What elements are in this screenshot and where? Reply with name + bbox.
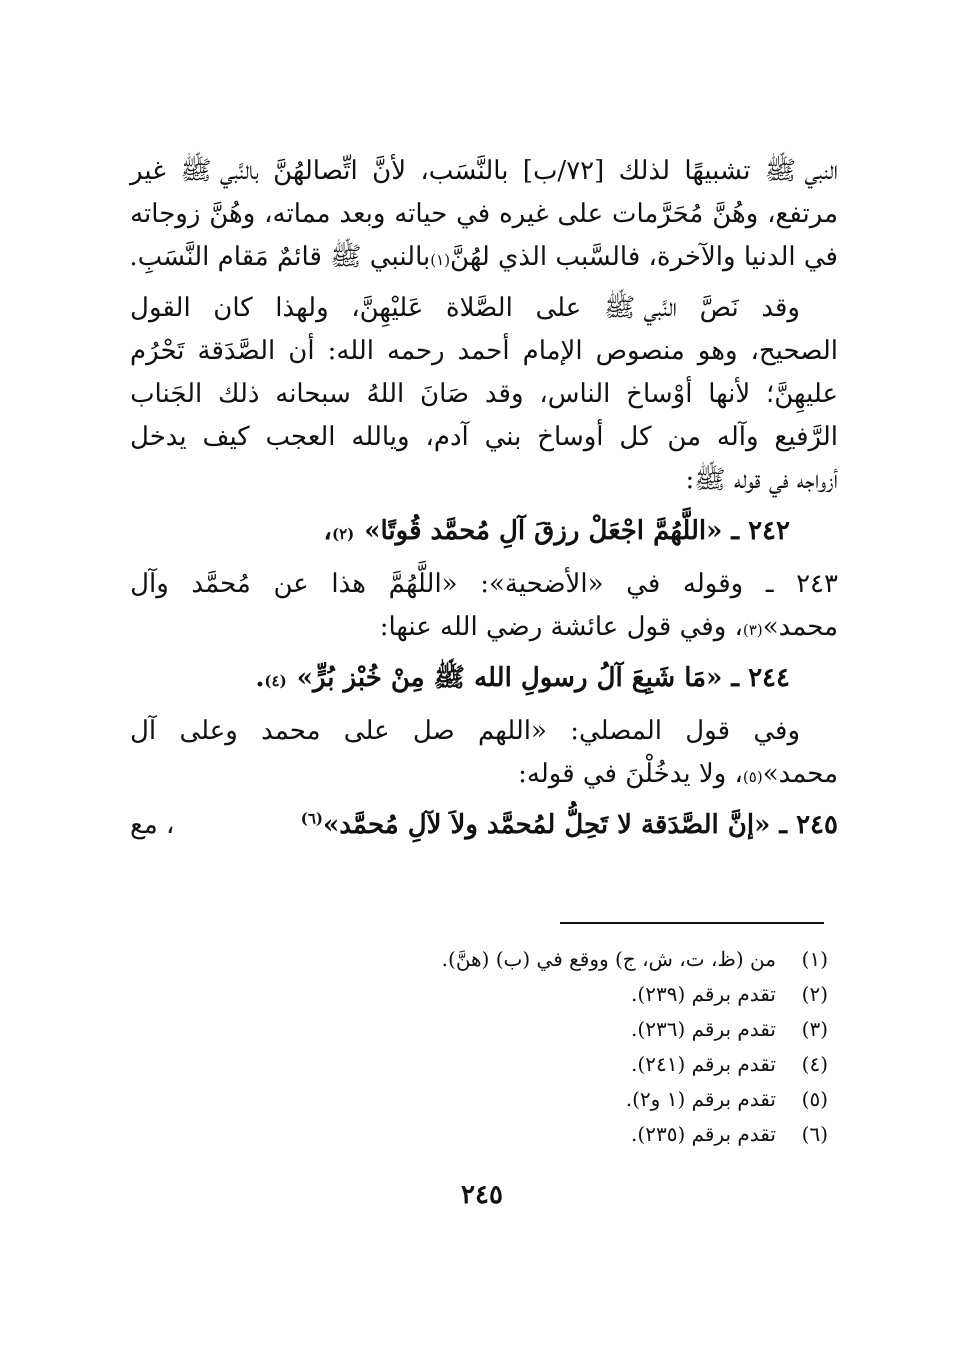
word: القول (130, 293, 191, 323)
footnote (300, 1012, 828, 1047)
word: ٢٤٣ (796, 569, 838, 599)
text-line (130, 416, 838, 459)
word: لأنها (708, 379, 751, 409)
word: مُحَرَّمات (611, 199, 704, 229)
footnote-ref[interactable]: (٦) (300, 809, 324, 828)
word: مماته، (264, 199, 331, 229)
text-line: محمد» (٥) ، ولا يدخُلْنَ في قوله: (130, 753, 838, 796)
word: رحمه (387, 336, 445, 366)
text-line: في الدنيا والآخرة، فالسَّبب الذي لهُنَّ (١) بالنبي ﷺ قائمٌ مَقام النَّسَبِ. (130, 236, 838, 279)
page-number: ٢٤٥ (461, 1180, 503, 1210)
text-line (130, 193, 838, 236)
word: كيف (202, 422, 250, 452)
footnote-text: تقدم برقم (٢٤١). (631, 1052, 776, 1076)
footnote-number: (٦) (801, 1122, 828, 1146)
word: آدم، (425, 422, 469, 452)
word: بالنَّبي ﷺ (180, 156, 259, 186)
text-line: محمد» (٣) ، وفي قول عائشة رضي الله عنها: (130, 606, 838, 649)
word: نَصَّ (699, 293, 739, 323)
word: أن (288, 336, 315, 366)
word: محمد (261, 716, 321, 746)
word: في (456, 199, 491, 229)
word: [٧٢/ب] (522, 156, 605, 186)
word: مرتفع، (767, 199, 838, 229)
footnote-number: (٢) (801, 982, 828, 1006)
word: الجَناب (130, 379, 203, 409)
word: الإمام (522, 336, 583, 366)
text-segment: ، (323, 516, 332, 546)
word: عَليْهِنَّ، (351, 293, 424, 323)
word: العجب (265, 422, 336, 452)
word: صل (412, 716, 455, 746)
word: اتِّصالهُنَّ (273, 156, 358, 186)
word: حياته (394, 199, 448, 229)
word: أحمد (457, 336, 510, 366)
word: وآل (130, 569, 169, 599)
word: وآله (716, 422, 759, 452)
word: ـ (765, 569, 774, 599)
hadith-text: ٢٤٤ ـ «مَا شَبِعَ آلُ رسولِ الله ﷺ مِنْ خُبْز بُرٍّ» (296, 663, 790, 693)
hadith-242: ٢٤٢ ـ «اللَّهُمَّ اجْعَلْ رزقَ آلِ مُحمَّد قُوتًا» (٢) ، (130, 510, 838, 553)
word: عليهِنَّ؛ (765, 379, 838, 409)
text-line (130, 373, 838, 416)
word: بني (484, 422, 522, 452)
word: الصحيح، (750, 336, 838, 366)
word: ويالله (351, 422, 410, 452)
footnote (300, 1082, 828, 1117)
word: من (667, 422, 702, 452)
hadith-244: ٢٤٤ ـ «مَا شَبِعَ آلُ رسولِ الله ﷺ مِنْ خُبْز بُرٍّ» (٤) . (130, 657, 838, 700)
word: الرَّفيع (774, 422, 838, 452)
text-segment: ، وفي قول عائشة رضي الله عنها: (379, 612, 743, 642)
text-line (130, 330, 838, 373)
word: المصلي: (570, 716, 662, 746)
word: النبي ﷺ (764, 156, 838, 186)
text-segment: محمد» (762, 612, 838, 642)
footnote (300, 1117, 828, 1152)
footnote (300, 1047, 828, 1082)
word: أوساخ (537, 422, 604, 452)
word: عن (273, 569, 309, 599)
footnote (300, 977, 828, 1012)
footnote-text: تقدم برقم (٢٣٩). (631, 982, 776, 1006)
word: الناس، (539, 379, 611, 409)
word: «الأضحية»: (480, 569, 604, 599)
word: الله: (327, 336, 375, 366)
word: وقد (484, 379, 524, 409)
word: وفي (753, 716, 800, 746)
word: الصَّلاة (446, 293, 513, 323)
word: زوجاته (130, 199, 201, 229)
word: الصَّدَقة (197, 336, 276, 366)
word: على (557, 199, 604, 229)
hadith-text (301, 804, 838, 847)
text-segment: في الدنيا والآخرة، فالسَّبب الذي لهُنَّ (450, 242, 838, 272)
text-segment: بالنبي ﷺ قائمٌ مَقام النَّسَبِ. (129, 242, 431, 272)
text-segment: محمد» (762, 759, 838, 789)
footnote-separator (560, 922, 824, 924)
word: وعلى (179, 716, 238, 746)
word: آل (130, 716, 157, 746)
hadith-text: ٢٤٢ ـ «اللَّهُمَّ اجْعَلْ رزقَ آلِ مُحمَّد قُوتًا» (364, 516, 790, 546)
word: وهُنَّ (712, 199, 759, 229)
word: وبعد (339, 199, 386, 229)
word: تَحْرُم (130, 336, 185, 366)
text-line (130, 150, 838, 193)
footnote-text: من (ظ، ت، ش، ج) ووقع في (ب) (هنَّ). (441, 947, 776, 971)
footnote-number: (٤) (801, 1052, 828, 1076)
word: هذا (331, 569, 366, 599)
text-line (130, 710, 838, 753)
word: ذلك (218, 379, 260, 409)
text-line (130, 459, 838, 502)
word: ولهذا (275, 293, 329, 323)
word: أوْساخ (626, 379, 693, 409)
word: غيره (499, 199, 549, 229)
text-segment: أزواجه في قوله ﷺ: (685, 465, 838, 495)
hadith-245 (130, 804, 838, 847)
word: «اللَّهُمَّ (388, 569, 458, 599)
word: في (626, 569, 661, 599)
footnote-number: (٥) (801, 1087, 828, 1111)
word: لذلك (618, 156, 671, 186)
word: وقوله (682, 569, 744, 599)
word: يدخل (130, 422, 187, 452)
word: وقد (761, 293, 800, 323)
footnote-text: تقدم برقم (١ و٢). (625, 1087, 776, 1111)
word: لأنَّ (372, 156, 407, 186)
word: اللهُ (366, 379, 405, 409)
footnote-number: (٣) (801, 1017, 828, 1041)
word: وهُنَّ (209, 199, 256, 229)
word: النَّبي ﷺ (603, 293, 678, 323)
word: على (343, 716, 390, 746)
word: «اللهم (477, 716, 547, 746)
word: قول (685, 716, 731, 746)
word: منصوص (595, 336, 685, 366)
word: سبحانه (275, 379, 351, 409)
word: تشبيهًا (684, 156, 751, 186)
word: صَانَ (420, 379, 470, 409)
text-segment: ، مع (130, 810, 175, 840)
footnote-text: تقدم برقم (٢٣٥). (631, 1122, 776, 1146)
main-text (130, 150, 838, 847)
text-segment: ٢٤٥ ـ «إنَّ الصَّدَقة لا تَحِلُّ لمُحمَّد ولاَ لآلِ مُحمَّد» (323, 810, 838, 840)
text-line (130, 563, 838, 606)
footnotes (300, 942, 828, 1152)
text-line (130, 287, 838, 330)
word: بالنَّسَب، (420, 156, 509, 186)
footnote (300, 942, 828, 977)
word: غير (130, 156, 166, 186)
word: كان (213, 293, 253, 323)
text-segment: . (255, 663, 265, 693)
word: مُحمَّد (191, 569, 251, 599)
word: على (535, 293, 582, 323)
word: كل (619, 422, 652, 452)
footnote-number: (١) (801, 947, 828, 971)
text-segment: ، ولا يدخُلْنَ في قوله: (518, 759, 743, 789)
word: وهو (697, 336, 738, 366)
footnote-text: تقدم برقم (٢٣٦). (631, 1017, 776, 1041)
